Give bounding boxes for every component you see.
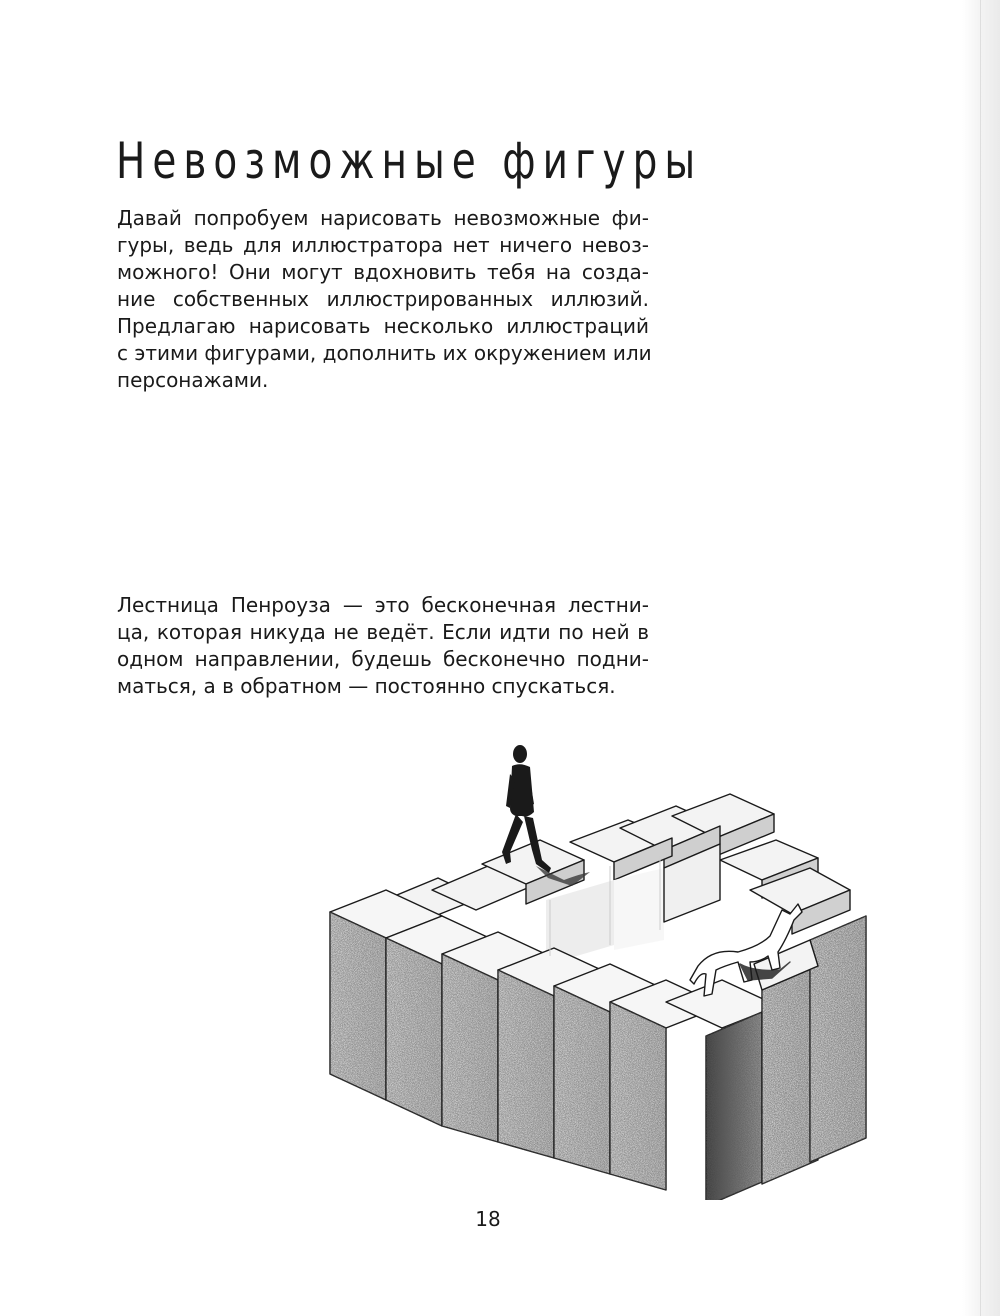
penrose-line: одном направлении, будешь бесконечно подни-: [117, 647, 649, 671]
penrose-line: маться, а в обратном — постоянно спускаться.: [117, 674, 616, 698]
penrose-staircase-illustration: [320, 740, 880, 1200]
intro-line: гуры, ведь для иллюстратора нет ничего невоз-: [117, 233, 649, 257]
intro-line: с этими фигурами, дополнить их окружением или: [117, 341, 652, 365]
penrose-line: Лестница Пенроуза — это бесконечная лестни-: [117, 593, 649, 617]
penrose-line: ца, которая никуда не ведёт. Если идти по ней в: [117, 620, 649, 644]
intro-line: ние собственных иллюстрированных иллюзий.: [117, 287, 649, 311]
intro-line: персонажами.: [117, 368, 269, 392]
penrose-paragraph: [117, 592, 649, 700]
page-edge: [962, 0, 1000, 1316]
intro-line: Предлагаю нарисовать несколько иллюстраций: [117, 314, 649, 338]
page-number: 18: [475, 1207, 501, 1231]
intro-paragraph: [117, 205, 652, 394]
intro-line: можного! Они могут вдохновить тебя на созда-: [117, 260, 649, 284]
page-title: Невозможные фигуры: [116, 131, 703, 190]
intro-line: Давай попробуем нарисовать невозможные фи-: [117, 206, 649, 230]
